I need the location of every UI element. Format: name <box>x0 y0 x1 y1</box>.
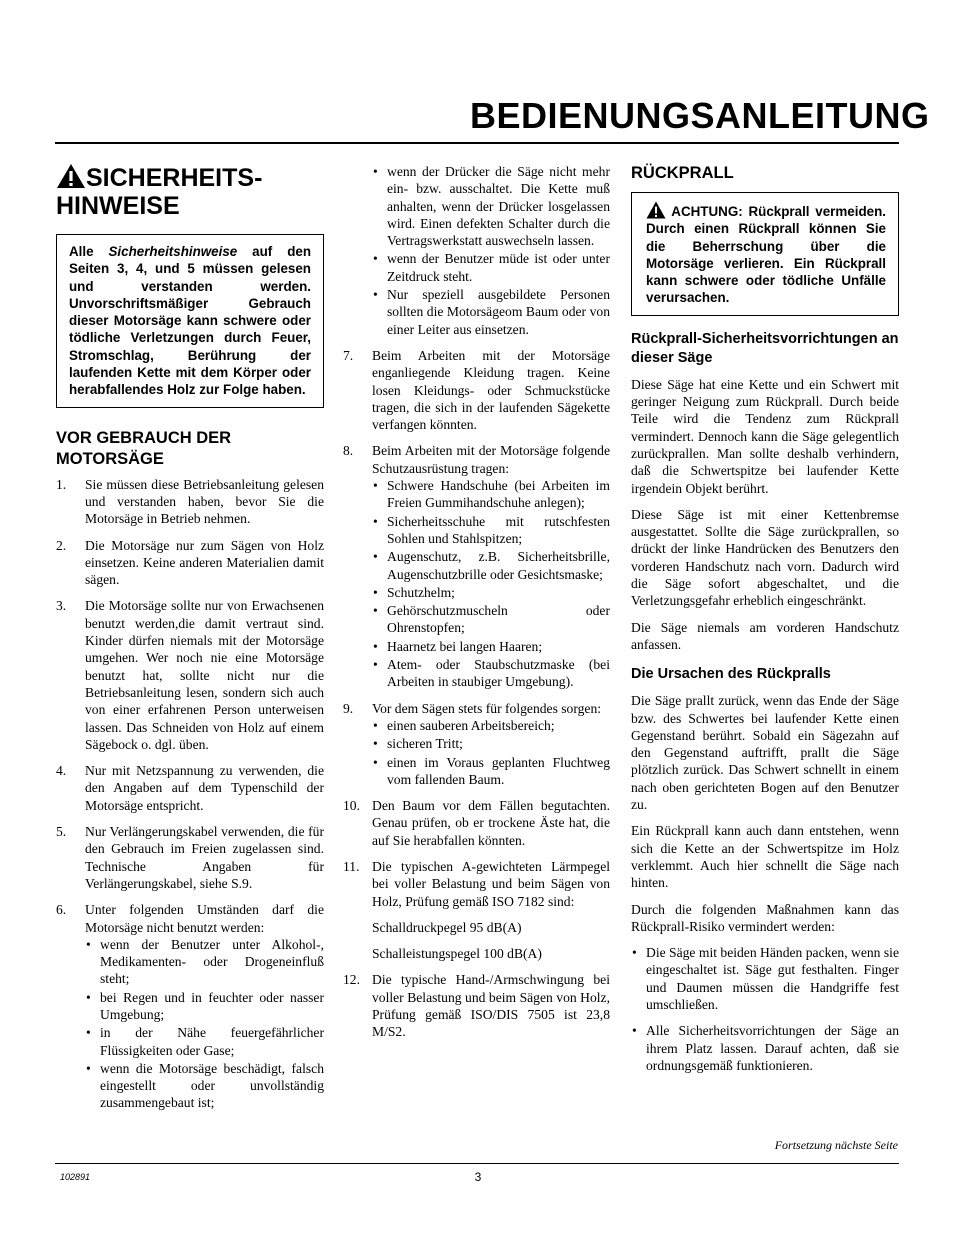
bullet-item: • wenn der Benutzer unter Alkohol-, Medikamenten- oder Drogeneinfluß steht; <box>85 936 324 988</box>
notice-pre: Alle <box>69 244 109 259</box>
warning-icon <box>56 163 86 189</box>
item-number: 8. <box>343 443 354 459</box>
item-text: Den Baum vor dem Fällen begutachten. Genau prüfen, ob er trockene Äste hat, die auf Sie herabfallen könnten. <box>372 798 610 848</box>
document-number: 102891 <box>60 1172 91 1182</box>
list-item <box>56 597 324 753</box>
item-number: 7. <box>343 347 354 363</box>
item-number: 3. <box>56 598 67 614</box>
kickback-warning-text: ACHTUNG: Rückprall vermeiden. Durch einen Rückprall können Sie die Beherrschung über die Motorsäge verlieren. Ein Rückprall kann schwere oder tödliche Unfälle verursachen. <box>646 204 886 306</box>
warning-icon <box>646 201 666 219</box>
safety-list <box>343 347 610 1041</box>
column-1 <box>56 163 324 1121</box>
column-2 <box>343 163 610 1050</box>
bullet-item: • Nur speziell ausgebildete Personen sollten die Motorsägeom Baum oder von einer Leiter aus einsetzen. <box>372 286 610 338</box>
bullet-list <box>372 717 610 788</box>
page-title: BEDIENUNGSANLEITUNG <box>470 95 930 136</box>
list-item <box>343 442 610 690</box>
sound-pressure-level: Schalldruckpegel 95 dB(A) <box>372 919 522 935</box>
bullet-item: • sicheren Tritt; <box>372 735 610 752</box>
bullet-item: • wenn die Motorsäge beschädigt, falsch eingestellt oder unvollständig zusammengebaut ist; <box>85 1060 324 1112</box>
bullet-item: • wenn der Benutzer müde ist oder unter Zeitdruck steht. <box>372 250 610 285</box>
item-number: 1. <box>56 476 67 492</box>
item-number: 6. <box>56 902 67 918</box>
list-item <box>343 797 610 849</box>
item-text: Beim Arbeiten mit der Motorsäge folgende Schutzausrüstung tragen: <box>372 443 610 476</box>
bullet-item: • Die Säge mit beiden Händen packen, wenn sie eingeschaltet ist. Säge gut festhalten. Finger und Daumen müssen die Handgriffe fest umschließen. <box>631 944 899 1013</box>
list-item <box>343 347 610 433</box>
item-text: Beim Arbeiten mit der Motorsäge enganliegende Kleidung tragen. Keine losen Kleidungs- oder Schmuckstücke tragen, die sich in der laufenden Sägekette verfangen könnten. <box>372 347 610 433</box>
bullet-item: • Haarnetz bei langen Haaren; <box>372 638 610 655</box>
notice-emphasis: Sicherheitshinweise <box>108 244 238 259</box>
list-item <box>343 858 610 962</box>
list-item <box>56 537 324 589</box>
paragraph: Ein Rückprall kann auch dann entstehen, wenn sich die Kette an der Schwertspitze im Holz verklemmt. Auch hier schnellt die Säge nach hinten. <box>631 823 899 891</box>
bullet-item: • bei Regen und in feuchter oder nasser Umgebung; <box>85 989 324 1024</box>
section-title <box>56 163 324 220</box>
item-text: Sie müssen diese Betriebsanleitung gelesen und verstanden haben, bevor Sie die Motorsäge in Betrieb nehmen. <box>85 476 324 527</box>
bullet-list <box>372 477 610 691</box>
kickback-causes-heading: Die Ursachen des Rückpralls <box>631 666 831 683</box>
continued-note: Fortsetzung nächste Seite <box>774 1138 898 1152</box>
before-use-heading: VOR GEBRAUCH DER MOTORSÄGE <box>56 428 232 468</box>
item-text: Vor dem Sägen stets für folgendes sorgen: <box>372 700 602 716</box>
bullet-item: • Sicherheitsschuhe mit rutschfesten Sohlen und Stahlspitzen; <box>372 513 610 548</box>
item-number: 5. <box>56 824 67 840</box>
list-item <box>56 762 324 814</box>
list-item <box>56 823 324 892</box>
footer-rule <box>55 1163 899 1164</box>
bullet-item: • Schwere Handschuhe (bei Arbeiten im Freien Gummihandschuhe anlegen); <box>372 477 610 512</box>
bullet-list <box>372 163 610 338</box>
kickback-warning-box <box>631 192 899 316</box>
list-item <box>56 476 324 528</box>
item-text: Nur mit Netzspannung zu verwenden, die den Angaben auf dem Typenschild der Motorsäge entspricht. <box>85 763 324 813</box>
safety-notice-box <box>56 234 324 408</box>
paragraph: Die Säge niemals am vorderen Handschutz anfassen. <box>631 619 899 652</box>
item-text: Nur Verlängerungskabel verwenden, die für den Gebrauch im Freien zugelassen sind. Technische Angaben für Verlängerungskabel, siehe S.9. <box>85 824 324 891</box>
item-text: Unter folgenden Umständen darf die Motorsäge nicht benutzt werden: <box>85 902 324 935</box>
item-text: Die Motorsäge sollte nur von Erwachsenen benutzt werden,die damit vertraut sind. Kinder dürfen niemals mit der Motorsäge umgehen. Wer noch nie eine Motorsäge benutzt hat, sollte nicht nur die Betriebsanleitung lesen, sondern sich auch von einer erfahrenen Person unterweisen lassen. Das Schneiden von Holz auf einem Sägebock o. dgl. üben. <box>85 598 324 752</box>
bullet-list <box>85 936 324 1112</box>
bullet-item: • in der Nähe feuergefährlicher Flüssigkeiten oder Gase; <box>85 1024 324 1059</box>
paragraph: Die Säge prallt zurück, wenn das Ende der Säge bzw. des Schwertes bei laufender Kette einen Gegenstand berührt. Sobald ein Sägezahn auf den Gegenstand auftrifft, prallt die Säge plötzlich zurück. Das Schwert schnellt in einem nach oben gerichteten Bogen auf den Benutzer zu. <box>631 693 899 813</box>
paragraph: Diese Säge hat eine Kette und ein Schwert mit geringer Neigung zum Rückprall. Durch beide Teile wird die Tendenz zum Rückprall vermindert. Dennoch kann die Säge gelegentlich zurückprallen. Man sollte deshalb verhindern, daß die Schwertspitze bei laufender Kette irgendein Objekt berührt. <box>631 376 899 496</box>
bullet-item: • einen sauberen Arbeitsbereich; <box>372 717 610 734</box>
kickback-heading: RÜCKPRALL <box>631 164 734 182</box>
section-title-line2: HINWEISE <box>56 192 180 220</box>
page-number: 3 <box>474 1170 482 1184</box>
bullet-item: • Gehörschutzmuscheln oder Ohrenstopfen; <box>372 602 610 637</box>
paragraph: Diese Säge ist mit einer Kettenbremse ausgestattet. Sollte die Säge zurückprallen, so drückt der linke Handrücken des Benutzers den vorderen Handschutz nach vorn. Dadurch wird die Säge sofort abgeschaltet, und die Verletzungsgefahr erheblich eingeschränkt. <box>631 506 899 609</box>
list-item <box>343 971 610 1040</box>
item-number: 2. <box>56 537 67 553</box>
list-item <box>343 700 610 788</box>
bullet-item: • Atem- oder Staubschutzmaske (bei Arbeiten in staubiger Umgebung). <box>372 656 610 691</box>
item-number: 4. <box>56 763 67 779</box>
header-rule <box>55 142 899 144</box>
bullet-item: • Schutzhelm; <box>372 584 610 601</box>
item-text: Die Motorsäge nur zum Sägen von Holz einsetzen. Keine anderen Materialien damit sägen. <box>85 537 324 588</box>
section-title-line1: SICHERHEITS- <box>86 164 263 192</box>
bullet-item: • Augenschutz, z.B. Sicherheitsbrille, Augenschutzbrille oder Gesichtsmaske; <box>372 548 610 583</box>
bullet-item: • wenn der Drücker die Säge nicht mehr ein- bzw. ausschaltet. Die Kette muß anhalten, wenn der Drücker losgelassen wird. Einen defekten Schalter durch die Vertragswerkstatt auswechseln lassen. <box>372 163 610 249</box>
item-number: 12. <box>343 972 360 988</box>
item-text: Die typischen A-gewichteten Lärmpegel bei voller Belastung und beim Sägen von Holz, Prüfung gemäß ISO 7182 sind: <box>372 858 610 909</box>
bullet-item: • Alle Sicherheitsvorrichtungen der Säge an ihrem Platz lassen. Darauf achten, daß sie ordnungsgemäß funktionieren. <box>631 1022 899 1074</box>
before-use-list <box>56 476 324 1112</box>
bullet-list <box>631 944 899 1074</box>
column-3 <box>631 163 899 1075</box>
paragraph: Durch die folgenden Maßnahmen kann das Rückprall-Risiko vermindert werden: <box>631 901 899 934</box>
item-number: 11. <box>343 858 360 874</box>
list-item <box>56 901 324 1112</box>
bullet-item: • einen im Voraus geplanten Fluchtweg vom fallenden Baum. <box>372 754 610 789</box>
item-text: Die typische Hand-/Armschwingung bei voller Belastung und beim Sägen von Holz, Prüfung gemäß ISO/DIS 7505 ist 23,8 M/S2. <box>372 972 610 1040</box>
sound-power-level: Schalleistungspegel 100 dB(A) <box>372 946 542 962</box>
notice-text: auf den Seiten 3, 4, und 5 müssen gelesen und verstanden werden. Unvorschriftsmäßiger Gebrauch dieser Motorsäge kann schwere oder tödliche Verletzungen durch Feuer, Stromschlag, Berührung der laufenden Kette mit dem Körper oder herabfallendes Holz zur Folge haben. <box>69 244 311 398</box>
item-number: 9. <box>343 700 354 716</box>
kickback-devices-heading: Rückprall-Sicherheitsvorrichtungen an dieser Säge <box>631 330 899 366</box>
item-number: 10. <box>343 798 360 814</box>
